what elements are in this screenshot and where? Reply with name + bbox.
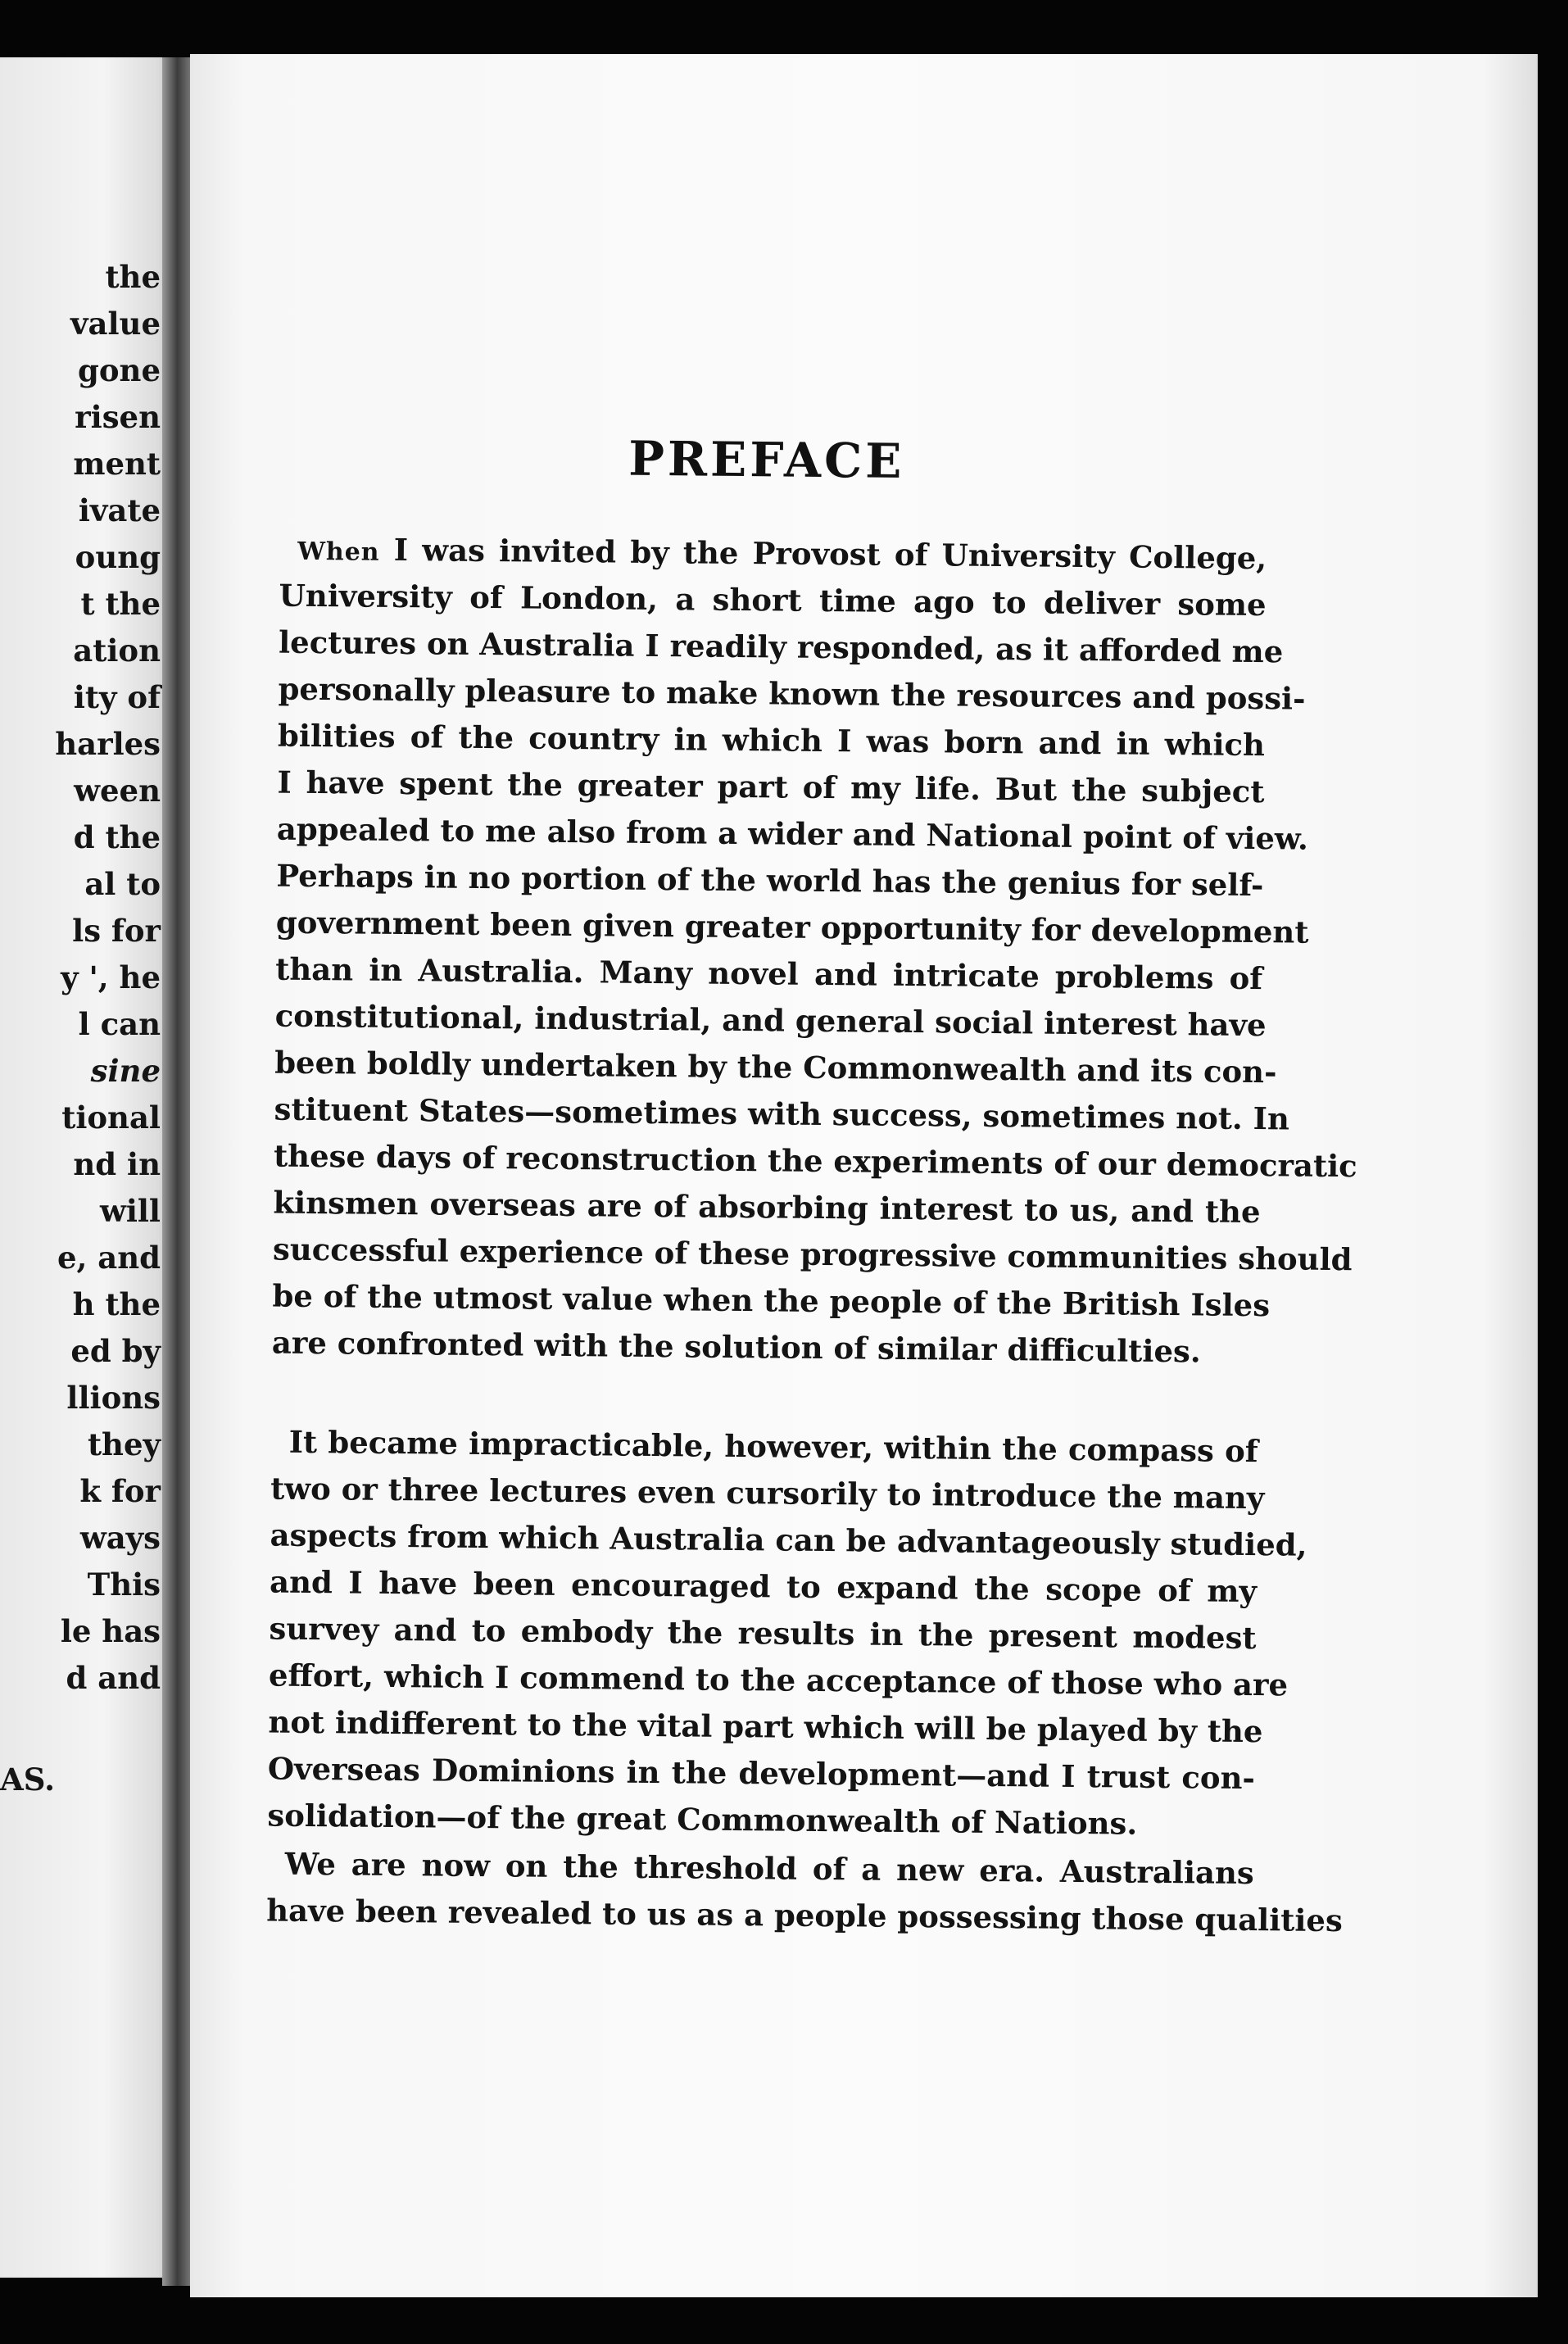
facing-line: ivate — [78, 492, 161, 528]
paragraph-1 — [271, 526, 1357, 1376]
facing-line: the — [105, 259, 161, 295]
facing-line: ed by — [70, 1333, 161, 1369]
paragraph-line: kinsmen overseas are of absorbing interest to us, and the — [273, 1184, 1261, 1231]
paragraph-2 — [267, 1419, 1307, 1849]
facing-line: ation — [73, 632, 161, 669]
paragraph-line: solidation—of the great Commonwealth of Nations. — [267, 1797, 1138, 1842]
paragraph-line: be of the utmost value when the people of the British Isles — [272, 1277, 1271, 1324]
paragraph-line: University of London, a short time ago to deliver some — [279, 577, 1267, 623]
facing-line: le has — [60, 1613, 161, 1649]
paragraph-line: are confronted with the solution of similar difficulties. — [271, 1324, 1201, 1370]
line-text: I was invited by the Provost of University College, — [379, 531, 1267, 577]
paragraph-line: have been revealed to us as a people possessing those qualities — [266, 1892, 1343, 1939]
paragraph-line: Overseas Dominions in the development—and I trust con- — [267, 1750, 1256, 1797]
paragraph-line: I have spent the greater part of my life. But the subject — [277, 764, 1265, 810]
paragraph-line: personally pleasure to make known the resources and possi- — [278, 670, 1306, 717]
facing-line: nd in — [73, 1146, 161, 1182]
paragraph-line: not indifferent to the vital part which will be played by the — [268, 1703, 1263, 1750]
facing-line: sine — [90, 1053, 161, 1089]
facing-line: tional — [61, 1099, 161, 1136]
page-title: PREFACE — [628, 430, 905, 489]
facing-line: ween — [74, 773, 161, 809]
paragraph-line: lectures on Australia I readily responded, as it afforded me — [278, 623, 1284, 670]
facing-line: y ', he — [61, 959, 161, 995]
facing-line: ity of — [73, 679, 161, 715]
facing-line: oung — [75, 539, 161, 575]
facing-line: value — [70, 306, 161, 342]
facing-line: d the — [73, 819, 161, 855]
facing-line: llions — [66, 1380, 161, 1416]
facing-line: ls for — [72, 913, 161, 949]
paragraph-line: than in Australia. Many novel and intricate problems of — [275, 950, 1263, 997]
paragraph-line: stituent States—sometimes with success, sometimes not. In — [274, 1090, 1290, 1137]
preface-page — [190, 54, 1538, 2297]
paragraph-line: effort, which I commend to the acceptance of those who are — [268, 1657, 1289, 1703]
paragraph-line: two or three lectures even cursorily to introduce the many — [270, 1470, 1265, 1517]
paragraph-line: these days of reconstruction the experiments of our democratic — [273, 1137, 1357, 1185]
facing-line: will — [99, 1193, 161, 1229]
paragraph-line: been boldly undertaken by the Commonwealth and its con- — [274, 1044, 1277, 1090]
paragraph-line: and I have been encouraged to expand the scope of my — [269, 1563, 1258, 1610]
facing-line: gone — [78, 352, 161, 388]
paragraph-line: appealed to me also from a wider and National point of view. — [276, 810, 1309, 857]
facing-line: d and — [66, 1660, 161, 1696]
paragraph-line: survey and to embody the results in the present modest — [269, 1610, 1257, 1657]
facing-page-left — [0, 57, 172, 2278]
facing-line: they — [87, 1426, 161, 1462]
facing-line: ways — [79, 1520, 161, 1556]
paragraph-line: bilities of the country in which I was born and in which — [277, 717, 1266, 764]
facing-line: harles — [55, 726, 161, 762]
paragraph-line: We are now on the threshold of a new era. Australians — [284, 1845, 1254, 1892]
paragraph-line: successful experience of these progressive communities should — [272, 1231, 1353, 1278]
facing-page-signature: AS. — [0, 1761, 55, 1798]
facing-line: t the — [80, 586, 161, 622]
facing-page-text — [55, 254, 161, 1702]
facing-line: h the — [72, 1286, 161, 1322]
dropcap-word: When — [297, 537, 380, 567]
facing-line: al to — [84, 866, 161, 902]
facing-line: k for — [79, 1473, 161, 1509]
facing-line: risen — [75, 399, 161, 435]
paragraph-line: Perhaps in no portion of the world has the genius for self- — [276, 857, 1264, 904]
page-content — [210, 54, 1411, 2278]
paragraph-3 — [266, 1841, 1343, 1944]
paragraph-line: government been given greater opportunity for development — [275, 904, 1309, 950]
facing-line: This — [87, 1566, 161, 1603]
facing-line: e, and — [57, 1240, 161, 1276]
facing-line: l can — [78, 1006, 161, 1042]
paragraph-line: constitutional, industrial, and general social interest have — [274, 997, 1267, 1044]
facing-line: ment — [73, 446, 161, 482]
paragraph-line: aspects from which Australia can be advantageously studied, — [270, 1517, 1307, 1563]
paragraph-line: It became impracticable, however, within the compass of — [288, 1423, 1258, 1470]
